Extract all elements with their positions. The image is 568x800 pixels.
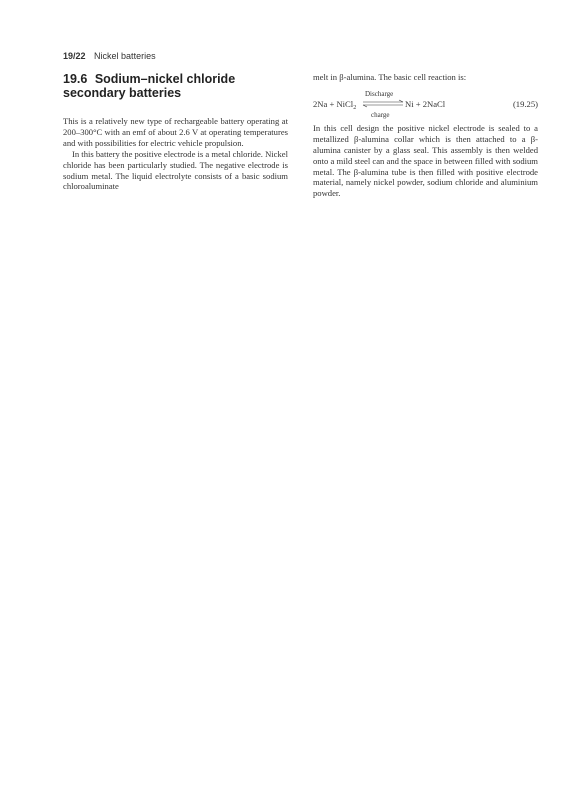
paragraph: This is a relatively new type of rechargeable battery operating at 200–300°C with an emf of about 2.6 V at operating temperatures and with possibilities for electric vehicle propulsion. — [63, 116, 288, 148]
equation-number: (19.25) — [512, 98, 538, 109]
equation-charge-label: charge — [371, 110, 390, 119]
equation-reactants-text: 2Na + NiCl — [313, 98, 354, 109]
section-number: 19.6 — [63, 72, 88, 86]
paragraph: In this battery the positive electrode is a metal chloride. Nickel chloride has been particularly studied. The negative electrode is sodium metal. The liquid electrolyte consists of a basic sodium chloroaluminate — [63, 148, 288, 192]
section-heading — [63, 72, 288, 100]
left-column — [63, 72, 288, 192]
running-head-title: Nickel batteries — [94, 51, 156, 61]
paragraph: melt in β-alumina. The basic cell reaction is: — [313, 72, 467, 82]
paragraph: In this cell design the positive nickel electrode is sealed to a metallized β-alumina collar which is then attached to a β-alumina canister by a glass seal. This assembly is then welded onto a mild steel can and the space in between filled with sodium metal. The β-alumina tube is then filled with positive electrode material, namely nickel powder, sodium chloride and aluminium powder. — [313, 122, 538, 199]
equilibrium-arrows-icon — [361, 99, 405, 109]
equation-products: Ni + 2NaCl — [405, 98, 446, 109]
section-title-line1: Sodium–nickel chloride — [94, 72, 236, 86]
section-title-line2: secondary batteries — [63, 86, 182, 100]
equation-subscript: 2 — [353, 104, 357, 111]
running-head — [63, 51, 156, 61]
page-number: 19/22 — [63, 51, 86, 61]
equation-discharge-label: Discharge — [365, 89, 394, 98]
equation-reactants — [313, 99, 356, 114]
right-column — [313, 72, 538, 199]
equation-19-25 — [313, 89, 538, 119]
